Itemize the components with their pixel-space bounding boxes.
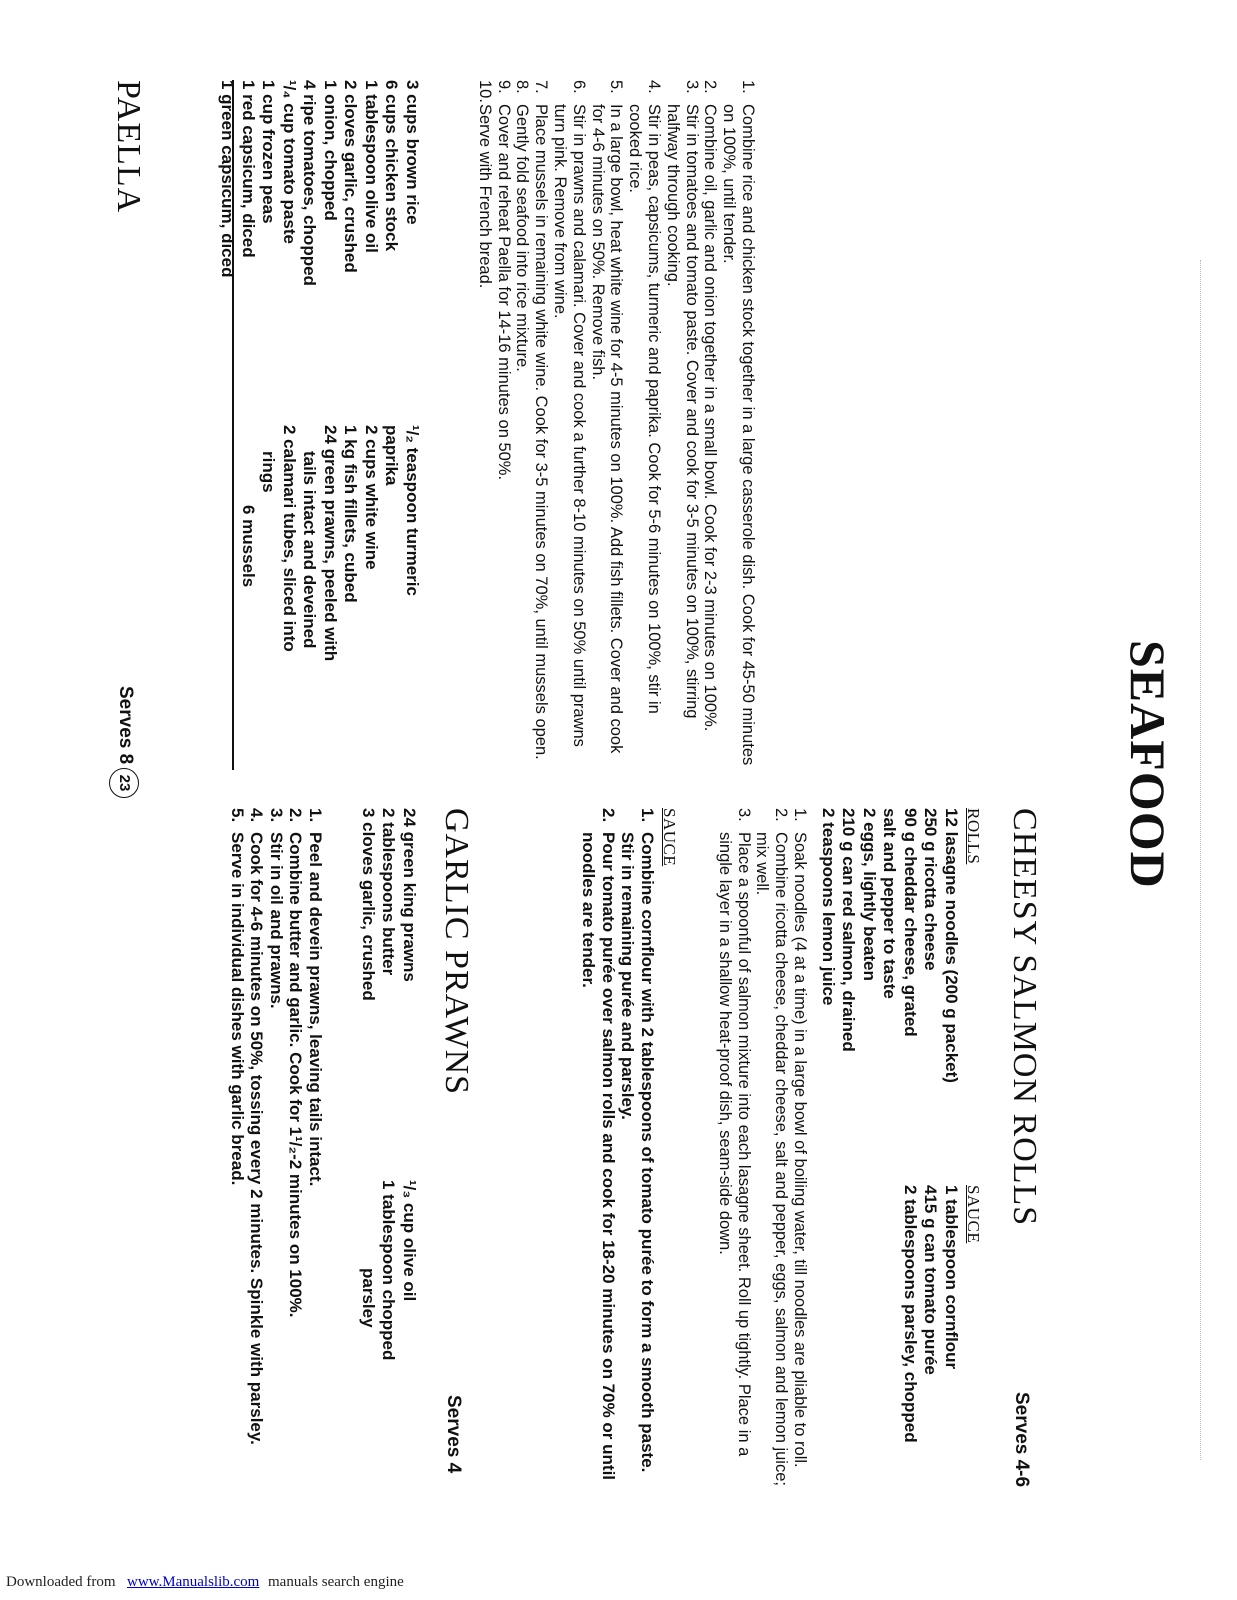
ingredient: 1 kg fish fillets, cubed (341, 425, 361, 603)
ingredient: 1 red capsicum, diced (239, 80, 258, 258)
ingredient: 2 cups white wine (362, 425, 381, 570)
ingredient: 6 mussels (239, 505, 258, 588)
prawns-step: 4. Cook for 4-6 minutes on 50%, tossing every 2 minutes. Spinkle with parsley. (247, 808, 267, 1445)
scan-edge-dots (1200, 260, 1211, 1460)
ingredient: 24 green king prawns (400, 808, 419, 982)
ingredient: parsley (359, 1268, 378, 1328)
prawns-ingredients-col2 (358, 1180, 420, 1480)
ingredient: 1 tablespoon chopped (379, 1180, 399, 1361)
ingredient: 2 tablespoons parsley, chopped (901, 1185, 920, 1443)
footer-suffix: manuals search engine (268, 1574, 404, 1590)
prawns-title: GARLIC PRAWNS (438, 808, 475, 1096)
sauce-label: SAUCE (964, 1185, 983, 1244)
ingredient: 1 green capsicum, diced (218, 80, 238, 278)
paella-step: 6. Stir in prawns and calamari. Cover and cook a further 8-10 minutes on 50% until prawns turn pink. Remove from wine. (551, 80, 588, 747)
paella-step: 2. Combine oil, garlic and onion together in a small bowl. Cook for 2-3 minutes on 100%. (701, 80, 720, 732)
manualslib-link[interactable]: www.Manualslib.com (127, 1574, 260, 1590)
ingredient: ¹/₃ cup olive oil (400, 1180, 419, 1302)
paella-step: 3. Stir in tomatoes and tomato paste. Cover and cook for 3-5 minutes on 100%, stirring halfway through cooking. (663, 80, 701, 719)
paella-step: 9. Cover and reheat Paella for 14-16 minutes on 50%. (494, 80, 513, 481)
paella-title: PAELLA (110, 80, 147, 214)
paella-step: 8. Gently fold seafood into rice mixture. (513, 80, 532, 372)
ingredient: 6 cups chicken stock (382, 80, 402, 252)
prawns-serves: Serves 4 (443, 1395, 464, 1474)
ingredient: ¹/₂ teaspoon turmeric (403, 425, 422, 596)
paella-ingredients-col2 (238, 425, 423, 725)
ingredient: 2 teaspoons lemon juice (819, 808, 838, 1006)
paella-step: 10. Serve with French bread. (475, 80, 494, 289)
ingredient: 415 g can tomato purée (921, 1185, 941, 1375)
roll-steps (715, 808, 809, 1498)
ingredient: paprika (382, 425, 402, 486)
paella-step: 4. Stir in peas, capsicums, turmeric and paprika. Cook for 5-6 minutes on 100%, stir in cooked rice. (626, 80, 664, 714)
ingredient: 210 g can red salmon, drained (839, 808, 859, 1052)
prawns-steps (228, 808, 326, 1498)
ingredient: 2 eggs, lightly beaten (860, 808, 879, 981)
ingredient: 90 g cheddar cheese, grated (901, 808, 920, 1037)
ingredient: 1 onion, chopped (321, 80, 340, 221)
paella-ingredients-col1 (217, 80, 422, 370)
ingredient: 2 cloves garlic, crushed (341, 80, 361, 273)
prawns-step: 3. Stir in oil and prawns. (267, 808, 286, 1009)
download-footer (0, 1568, 1237, 1600)
ingredient: ¹/₄ cup tomato paste (280, 80, 299, 244)
ingredient: 24 green prawns, peeled with (321, 425, 340, 662)
ingredient: salt and pepper to taste (880, 808, 900, 999)
roll-step: 3. Place a spoonful of salmon mixture into each lasagne sheet. Roll up tightly. Place in a single layer in a shallow heat-proof dish, seam-side down. (715, 808, 753, 1457)
prawns-step: 2. Combine butter and garlic. Cook for 1¹/₂-2 minutes on 100%. (286, 808, 306, 1318)
salmon-title: CHEESY SALMON ROLLS (1006, 808, 1043, 1227)
sauce-steps (579, 808, 657, 1498)
footer-prefix: Downloaded from (6, 1574, 116, 1590)
sauce-step: 2. Pour tomato purée over salmon rolls and cook for 18-20 minutes on 70% or until noodles are tender. (579, 808, 618, 1481)
paella-step: 5. In a large bowl, heat white wine for 4-5 minutes on 100%. Add fish fillets. Cover and cook for 4-6 minutes on 50%. Remove fish. (588, 80, 626, 754)
ingredient: rings (259, 451, 279, 493)
ingredient: 1 cup frozen peas (259, 80, 279, 224)
paella-serves: Serves 8 (115, 686, 136, 765)
rolls-label: ROLLS (964, 808, 983, 865)
sauce-ingredients (900, 1185, 962, 1525)
prawns-step: 5. Serve in individual dishes with garlic bread. (228, 808, 247, 1186)
ingredient: 250 g ricotta cheese (921, 808, 941, 971)
ingredient: 2 tablespoons butter (379, 808, 399, 976)
ingredient: 12 lasagne noodles (200 g packet) (942, 808, 961, 1083)
prawns-ingredients-col1 (358, 808, 420, 1108)
ingredient: 3 cups brown rice (403, 80, 422, 225)
ingredient: 1 tablespoon cornflour (942, 1185, 961, 1370)
ingredient: 2 calamari tubes, sliced into (280, 425, 299, 652)
paella-step: 7. Place mussels in remaining white wine. Cook for 3-5 minutes on 70%, until mussels open. (532, 80, 551, 760)
ingredient: 1 tablespoon olive oil (362, 80, 381, 253)
salmon-serves: Serves 4-6 (1011, 1392, 1032, 1488)
prawns-step: 1. Peel and devein prawns, leaving tails intact. (306, 808, 325, 1187)
sauce-step: 1. Combine cornflour with 2 tablespoons of tomato purée to form a smooth paste. Stir in remaining purée and parsley. (618, 808, 657, 1473)
paella-step: 1. Combine rice and chicken stock together in a large casserole dish. Cook for 45-50 minutes on 100%, until tender. (720, 80, 757, 766)
ingredient: 4 ripe tomatoes, chopped (300, 80, 320, 286)
paella-steps (475, 80, 757, 770)
roll-step: 1. Soak noodles (4 at a time) in a large bowl of boiling water, till noodles are pliable to roll. (791, 808, 809, 1468)
sauce-steps-heading: SAUCE (660, 808, 679, 867)
roll-step: 2. Combine ricotta cheese, cheddar cheese, salt and pepper, eggs, salmon and lemon juice; mix well. (753, 808, 791, 1486)
ingredient: tails intact and deveined (300, 451, 320, 649)
ingredient: 3 cloves garlic, crushed (359, 808, 378, 1001)
rolls-ingredients (818, 808, 962, 1178)
section-title: SEAFOOD (1120, 640, 1176, 889)
page-number: 23 (109, 768, 139, 798)
